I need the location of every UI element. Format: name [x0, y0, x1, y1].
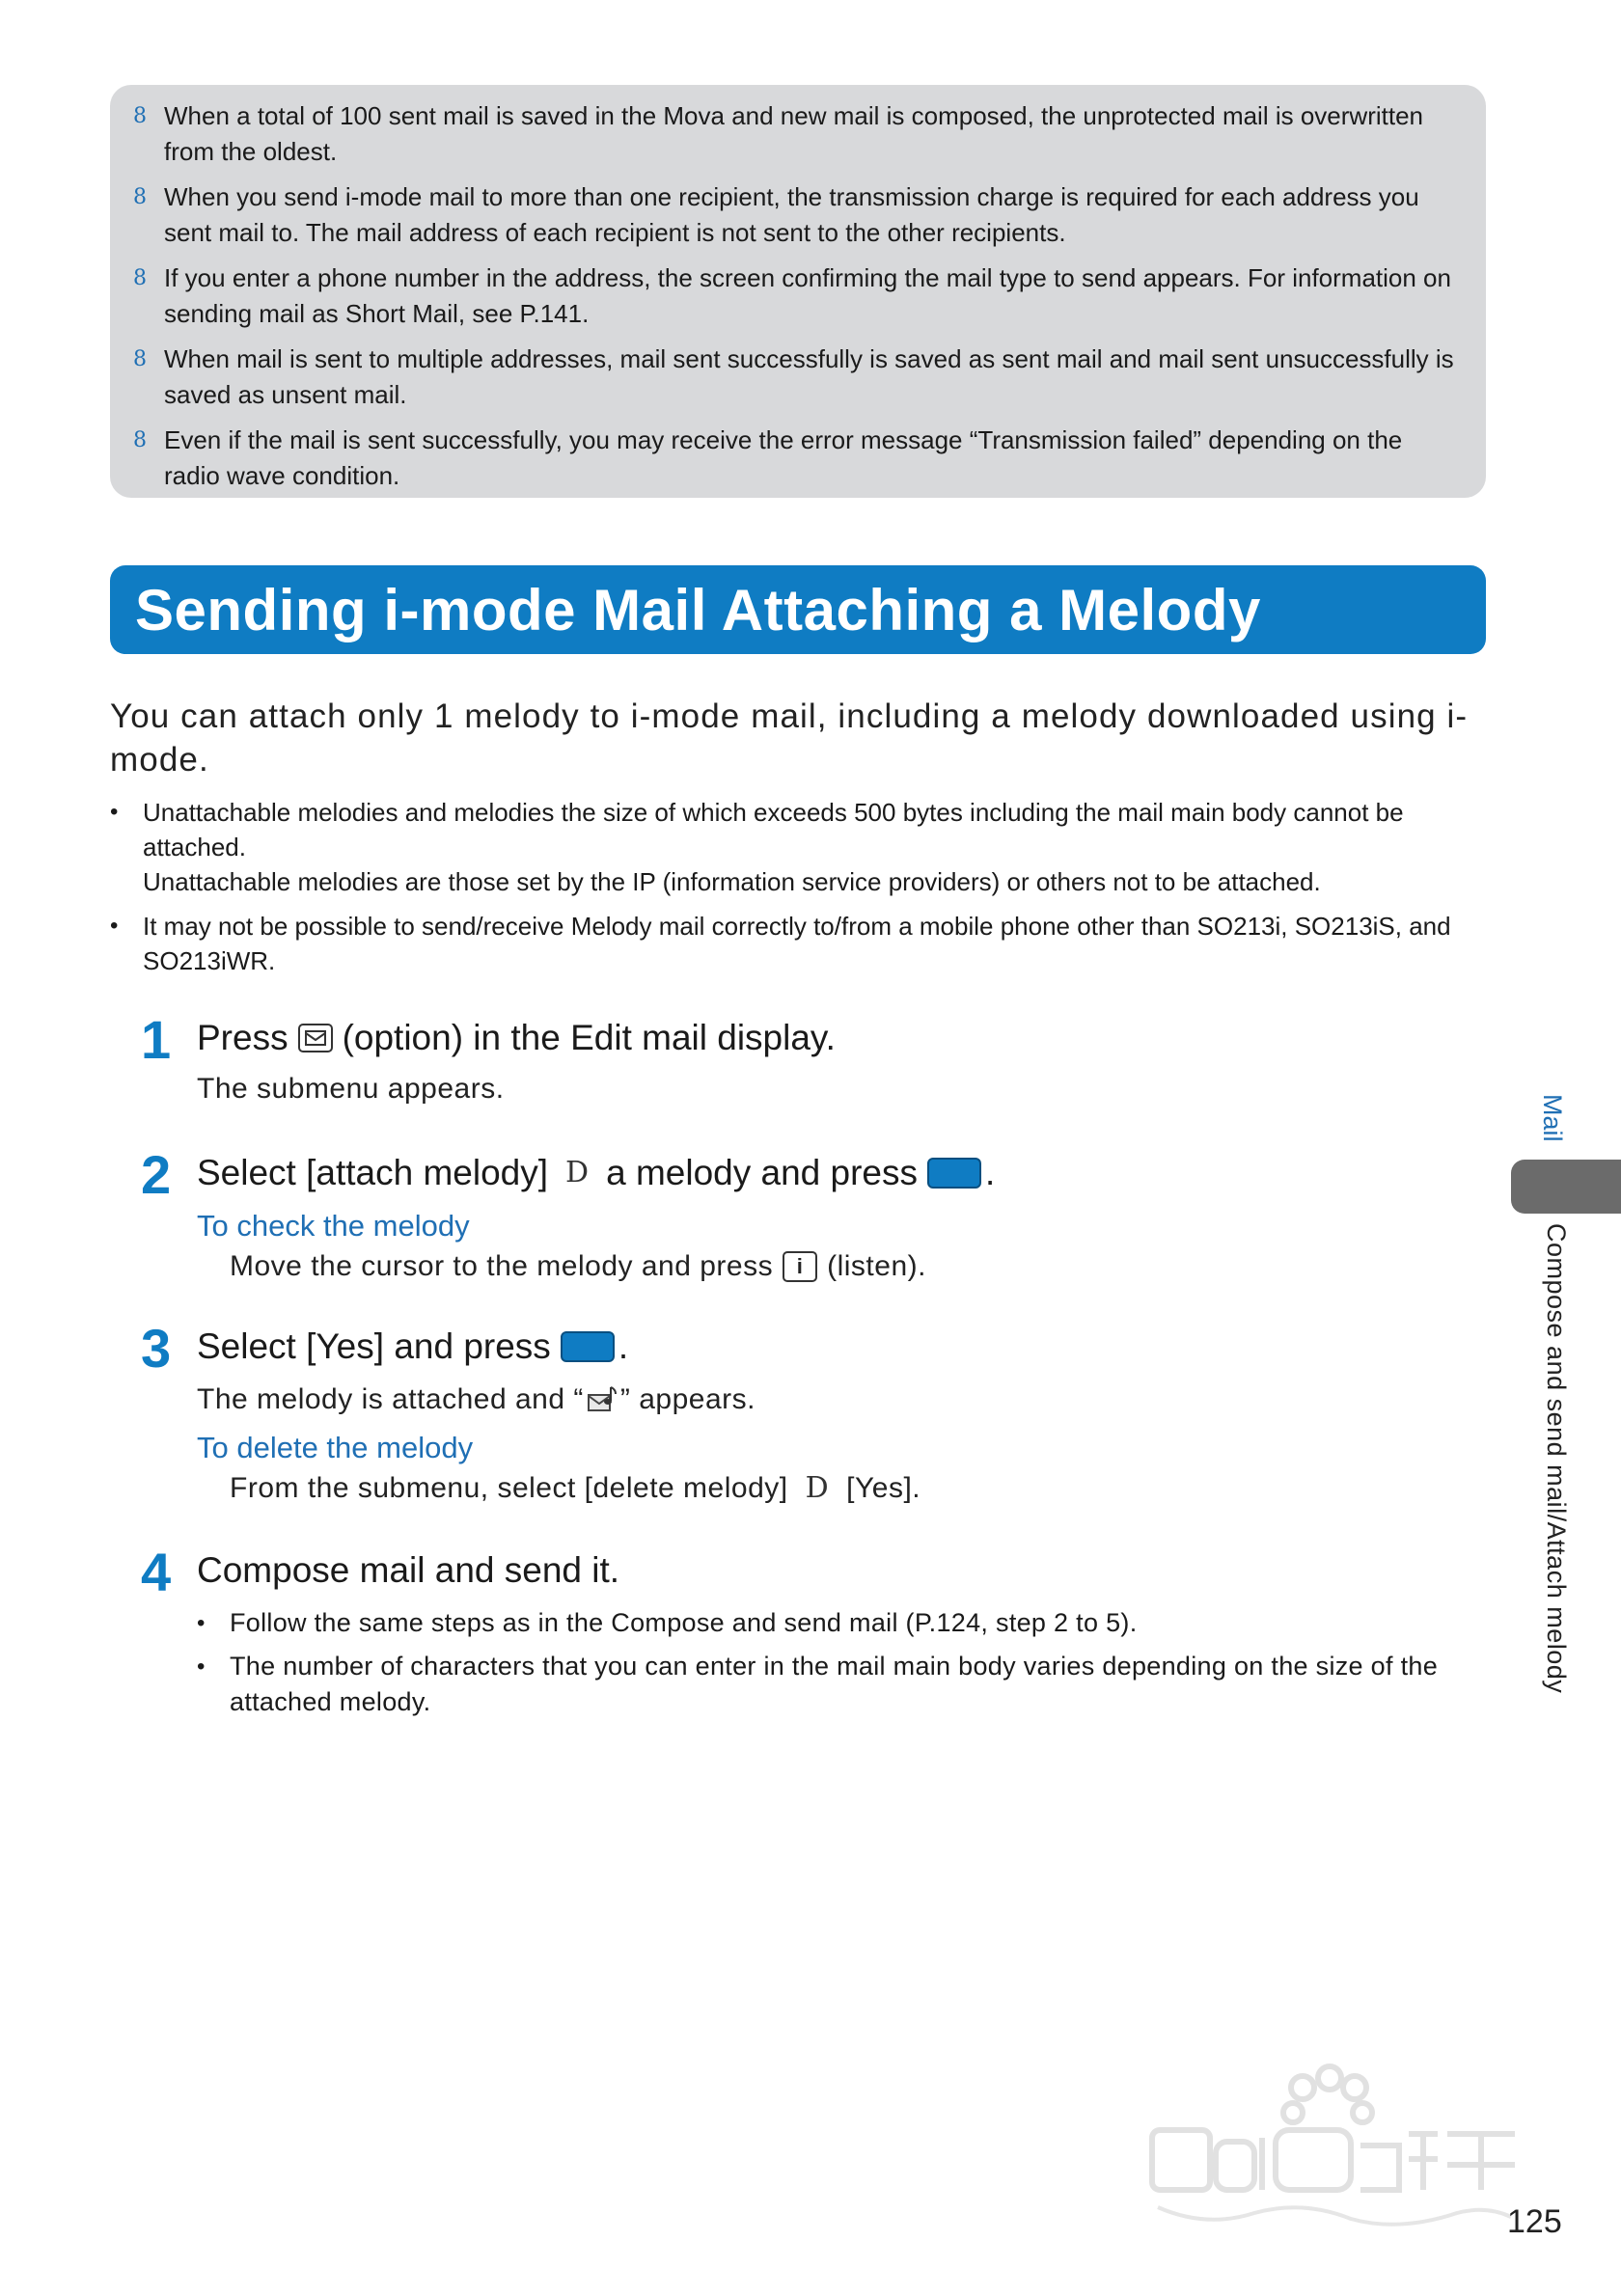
side-tab-marker — [1511, 1160, 1621, 1214]
note-text: Even if the mail is sent successfully, you may receive the error message “Transmission failed” depending on the radio wave condition. — [164, 425, 1403, 490]
note-item — [133, 260, 1463, 332]
result-text: ” appears. — [619, 1383, 756, 1415]
note-text: When a total of 100 sent mail is saved in the Mova and new mail is composed, the unprotected mail is overwritten from the oldest. — [164, 101, 1423, 166]
note-item — [133, 98, 1463, 170]
step-title — [197, 1015, 1492, 1061]
step-text: Press — [197, 1018, 288, 1057]
note-marker: 8 — [133, 104, 147, 128]
step-text: Select [Yes] and press — [197, 1326, 551, 1366]
step-text: a melody and press — [606, 1153, 918, 1192]
list-item — [110, 909, 1490, 978]
step-title: Compose mail and send it. — [197, 1550, 620, 1590]
arrow-icon: D — [565, 1156, 590, 1189]
i-key-icon: i — [783, 1251, 817, 1282]
bullet-text: Follow the same steps as in the Compose and send mail (P.124, step 2 to 5). — [230, 1608, 1138, 1637]
step-1 — [141, 1009, 1492, 1109]
note-item — [133, 179, 1463, 251]
result-text: The melody is attached and “ — [197, 1383, 584, 1415]
bullet-text: It may not be possible to send/receive Melody mail correctly to/from a mobile phone other than SO213i, SO213iS, and SO213iWR. — [143, 912, 1451, 975]
tip-label: To check the melody — [197, 1209, 470, 1243]
note-marker: 8 — [133, 185, 147, 209]
note-text: When you send i-mode mail to more than one recipient, the transmission charge is required for each address you sent mail to. The mail address of each recipient is not sent to the other recipients. — [164, 182, 1419, 247]
note-item — [133, 342, 1463, 413]
step-2 — [141, 1144, 1492, 1287]
step-text: . — [985, 1153, 996, 1192]
step-result — [197, 1380, 1492, 1420]
arrow-icon: D — [805, 1471, 830, 1505]
step-text: Select [attach melody] — [197, 1153, 549, 1192]
list-item — [197, 1649, 1492, 1720]
tip-text: [Yes]. — [846, 1472, 921, 1504]
step-3 — [141, 1318, 1492, 1509]
tip-text: From the submenu, select [delete melody] — [230, 1472, 788, 1504]
tip-label: To delete the melody — [197, 1431, 474, 1464]
bullet-marker: • — [110, 799, 119, 825]
bullet-marker: • — [197, 1610, 206, 1636]
tip-detail — [230, 1246, 1492, 1287]
bullet-text-continued: Unattachable melodies are those set by the IP (information service providers) or others not to be attached. — [143, 867, 1321, 896]
note-marker: 8 — [133, 428, 147, 452]
watermark-logo — [1148, 2053, 1525, 2236]
melody-mail-icon — [586, 1383, 618, 1416]
step-result: The submenu appears. — [197, 1073, 505, 1105]
step-number: 4 — [141, 1542, 172, 1602]
page-number: 125 — [1507, 2203, 1562, 2240]
step-number: 1 — [141, 1009, 172, 1070]
tip-text: Move the cursor to the melody and press — [230, 1250, 774, 1282]
center-key-icon — [927, 1158, 981, 1189]
notes-box — [110, 85, 1486, 498]
section-title: Sending i-mode Mail Attaching a Melody — [135, 577, 1261, 642]
center-key-icon — [561, 1331, 615, 1362]
step-text: . — [618, 1326, 629, 1366]
side-section-label: Compose and send mail/Attach melody — [1542, 1223, 1571, 1694]
step-title — [197, 1150, 1492, 1196]
list-item — [110, 795, 1490, 899]
step-text: (option) in the Edit mail display. — [342, 1018, 836, 1057]
list-item — [197, 1605, 1492, 1641]
side-category-label: Mail — [1538, 1094, 1567, 1142]
tip-text: (listen). — [827, 1250, 926, 1282]
note-item — [133, 423, 1463, 494]
step-number: 2 — [141, 1144, 172, 1205]
tip-detail — [230, 1468, 1492, 1509]
bullet-marker: • — [110, 913, 119, 939]
step-title — [197, 1324, 1492, 1370]
section-header — [110, 565, 1486, 654]
mail-key-icon — [298, 1024, 333, 1052]
bullet-list — [110, 795, 1490, 988]
note-marker: 8 — [133, 266, 147, 290]
bullet-text: The number of characters that you can enter in the mail main body varies depending on the size of the attached melody. — [230, 1652, 1439, 1716]
note-text: When mail is sent to multiple addresses, mail sent successfully is saved as sent mail and mail sent unsuccessfully is saved as unsent mail. — [164, 344, 1454, 409]
note-text: If you enter a phone number in the address, the screen confirming the mail type to send appears. For information on sending mail as Short Mail, see P.141. — [164, 263, 1451, 328]
note-marker: 8 — [133, 347, 147, 371]
step-number: 3 — [141, 1318, 172, 1379]
intro-text: You can attach only 1 melody to i-mode mail, including a melody downloaded using i-mode. — [110, 697, 1469, 779]
bullet-text: Unattachable melodies and melodies the size of which exceeds 500 bytes including the mail main body cannot be attached. — [143, 798, 1404, 861]
step-4 — [141, 1542, 1492, 1728]
bullet-marker: • — [197, 1654, 206, 1680]
